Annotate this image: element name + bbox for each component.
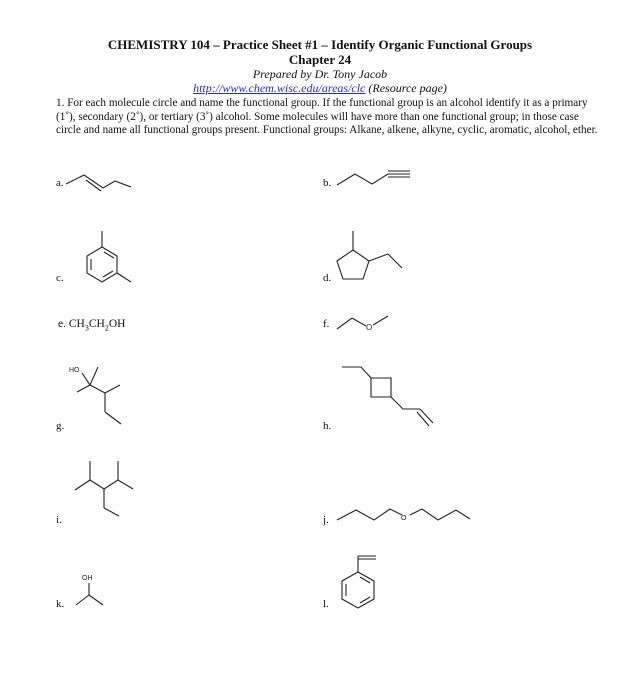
molecule-d-structure [337,231,402,279]
atom-oh-label-k: OH [82,575,93,582]
question-instructions: 1. For each molecule circle and name the functional group. If the functional group is an alcohol identify it as a primary (1˚), secondary (2˚), or tertiary (3˚) alcohol. Some molecules will have more than one functional group; in those case circle and name all functional groups present. Functional groups: Alkane, alkene, alkyne, cyclic, aromatic, alcohol, ether. [56,97,598,137]
resource-note: (Resource page) [368,81,447,95]
atom-ho-label-g: HO [69,367,80,374]
formula-ch3-group: CH [68,318,85,330]
molecule-j-structure [337,509,470,522]
item-label-f: f. [323,318,330,330]
molecule-g-structure [69,367,121,424]
formula-subscript-2: 2 [104,323,109,333]
molecule-h-structure [342,367,433,426]
formula-subscript-3: 3 [84,323,89,333]
molecule-a-structure [66,175,131,191]
item-label-k: k. [56,598,65,610]
chapter-heading: Chapter 24 [288,52,352,67]
item-label-h: h. [323,420,332,432]
formula-oh-group: OH [108,318,126,330]
molecule-c-structure [87,231,131,282]
item-label-j: j. [323,514,329,526]
item-label-i: i. [56,514,62,526]
molecule-i-structure [75,461,133,516]
item-label-c: c. [56,272,64,284]
molecule-b-structure [337,171,410,185]
resource-link[interactable]: http://www.chem.wisc.edu/areas/clc [193,81,366,95]
molecule-k-structure [76,575,103,605]
item-label-d: d. [323,272,332,284]
atom-o-label-j: O [401,515,407,522]
atom-o-label-f: O [366,323,373,332]
item-label-b: b. [323,177,332,189]
author-line: Prepared by Dr. Tony Jacob [252,67,388,81]
item-label-g: g. [56,420,65,432]
item-e-prefix: e. [58,318,69,330]
sheet-title: CHEMISTRY 104 – Practice Sheet #1 – Identify Organic Functional Groups [107,37,533,52]
item-label-l: l. [323,598,329,610]
formula-ch2-group: CH [88,318,105,330]
molecule-l-structure [342,556,376,608]
item-label-a: a. [56,177,64,189]
molecule-f-structure [337,316,388,332]
